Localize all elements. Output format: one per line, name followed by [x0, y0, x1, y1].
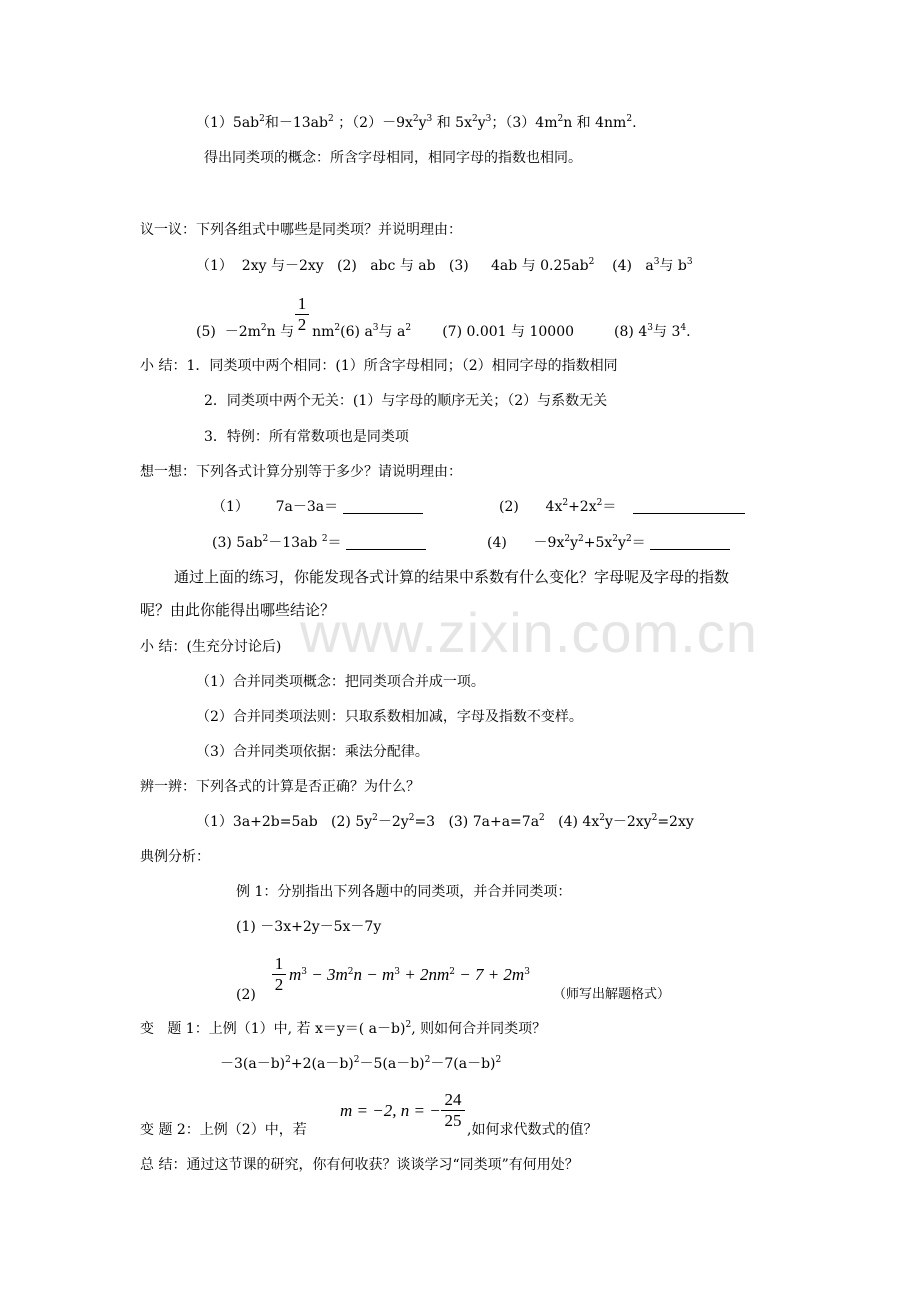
summary-2: 2．同类项中两个无关：(1）与字母的顺序无关；（2）与系数无关 [204, 393, 608, 409]
text: 与 3 [653, 324, 681, 340]
section-discuss: 议一议：下列各组式中哪些是同类项？并说明理由： [140, 222, 462, 238]
summary-1: 小 结：1．同类项中两个相同：(1）所含字母相同；（2）相同字母的指数相同 [140, 358, 618, 374]
fraction-numerator: 1 [297, 294, 307, 313]
answer-blank[interactable] [650, 535, 730, 550]
rule-concept: （1）合并同类项概念：把同类项合并成一项。 [196, 674, 485, 690]
text: n − m [353, 965, 395, 984]
text: ＝ [631, 535, 651, 551]
text: − 7 + 2m [454, 965, 525, 984]
section-examples: 典例分析： [140, 849, 210, 865]
section-think: 想一想：下列各式计算分别等于多少？请说明理由： [140, 464, 462, 480]
text: 与 a [378, 324, 406, 340]
think-items-3: (3) $5ab^2-13ab$ $^2$＝ [212, 534, 426, 552]
discuss-items-1: （1） 2xy 与－2xy (2) abc 与 ab (3) 4ab 与 $0.25ab^2$ (4) $a^3$与 $b^3$ [196, 257, 693, 274]
example-1-part-1: (1) －3x+2y－5x－7y [236, 919, 382, 935]
fraction-denominator: 2 [274, 975, 284, 994]
text: ；（2）－9x [338, 115, 413, 131]
text: =2xy [657, 814, 694, 830]
text: m [289, 965, 302, 984]
text: (5) －2m [196, 324, 261, 340]
text: n 与 [266, 324, 295, 340]
text: y－2xy [604, 814, 652, 830]
text: （1）3a+2b=5ab (2) 5y [196, 814, 373, 830]
concept-definition: 得出同类项的概念：所含字母相同，相同字母的指数也相同。 [204, 150, 582, 166]
text: ；（3）4m [491, 115, 558, 131]
example-terms-line: $(1)5ab^2$和$-13ab^2$ ；$(2)-9x^2y^3$ 和 $5x^2y^3$；$(3)4m^2n$ 和 $4nm^2$. [196, 114, 637, 131]
text: 和 5x [436, 115, 472, 131]
text: − 3m [307, 965, 348, 984]
paragraph-line-2: 呢？由此你能得出哪些结论？ [140, 601, 336, 619]
text: +5x [583, 535, 613, 551]
watermark: www.zixin.com.cn [300, 601, 758, 664]
text: 与 b [659, 258, 687, 274]
text: (4) 4x [544, 814, 600, 830]
text: y [477, 115, 486, 131]
text: y [570, 535, 578, 551]
text: (7) 0.001 与 10000 (8) 4 [411, 324, 648, 340]
fraction-numerator: 24 [444, 1090, 462, 1109]
judge-items: （1）3a+2b=5ab (2) $5y^2-2y^2=3$ (3) $7a+a=7a^2$ (4) $4x^2y-2xy^2=2xy$ [196, 813, 694, 830]
text: y [418, 115, 427, 131]
text: +2(a－b) [290, 1056, 354, 1072]
variant-2-text-a: 变 题 2：上例（2）中，若 [140, 1122, 307, 1138]
variant-2-equation: m = −2, n = − [340, 1101, 441, 1120]
rule-basis: （3）合并同类项依据：乘法分配律。 [196, 744, 429, 760]
summary-heading: 小 结：(生充分讨论后) [140, 639, 282, 655]
text: + 2nm [399, 965, 450, 984]
text: n 和 4nm [563, 115, 627, 131]
section-judge: 辨一辨：下列各式的计算是否正确？为什么？ [140, 779, 420, 795]
fraction-one-half [272, 954, 286, 995]
text: (6) a [340, 324, 373, 340]
variant-1-expression: $-3(a-b)^2+2(a-b)^2-5(a-b)^2-7(a-b)^2$ [220, 1055, 502, 1072]
answer-blank[interactable] [633, 499, 745, 514]
text: －7(a－b) [430, 1056, 496, 1072]
example-1-title: 例 1：分别指出下列各题中的同类项，并合并同类项： [236, 884, 572, 900]
paragraph-line-1: 通过上面的练习，你能发现各式计算的结果中系数有什么变化？字母呢及字母的指数 [174, 568, 730, 586]
think-items-1 [212, 498, 423, 516]
text: （1） 2xy 与－2xy (2) abc 与 ab (3) 4ab 与 0.25ab [196, 258, 589, 274]
text: ＝ [327, 535, 346, 551]
fraction-numerator: 1 [274, 954, 284, 973]
text: (4) －9x [487, 535, 565, 551]
fraction-24-25 [441, 1090, 465, 1131]
text: ＝ [602, 499, 621, 515]
think-items-4: (4) $-9x^2y^2+5x^2y^2=$ [487, 534, 730, 552]
text: 变 题 1：上例（1）中, 若 x＝y＝( a－b) [140, 1021, 406, 1037]
text: （1） 7a－3a＝ [212, 499, 343, 515]
text: －5(a－b) [359, 1056, 425, 1072]
variant-1: 变 题 1：上例（1）中, 若 x＝y＝( a－b)$^2$, 则如何合并同类项？ [140, 1020, 547, 1037]
variant-2-text-b: ,如何求代数式的值？ [467, 1122, 598, 1138]
text: y [618, 535, 626, 551]
discuss-items-2: $(5) -2m^2n$ 与 $nm^2(6)$ $a^3$与 $a^2$ (7) 0.001 与 10000 (8) $4^3$与 $3^4$. [196, 323, 691, 340]
text: +2x [568, 499, 597, 515]
text: . [632, 115, 637, 131]
example-1-expression: $m^3 - 3m^2n - m^3 + 2nm^2 - 7 + 2m^3$ [289, 965, 530, 984]
text: (2) 4x [499, 499, 563, 515]
text: －2y [377, 814, 409, 830]
text: nm [312, 324, 335, 340]
text: (4) a [594, 258, 654, 274]
think-items-2: (2) $4x^2+2x^2=$ [499, 498, 745, 516]
summary-3: 3．特例：所有常数项也是同类项 [204, 429, 409, 445]
rule-law: （2）合并同类项法则：只取系数相加减，字母及指数不变样。 [196, 709, 583, 725]
text: (3) 5ab [212, 535, 263, 551]
example-1-part-2-label: (2) [236, 987, 256, 1003]
teacher-note: （师写出解题格式） [553, 987, 671, 1002]
text: －13ab [268, 535, 322, 551]
text: －3(a－b) [220, 1056, 286, 1072]
text: （1）5ab [196, 115, 260, 131]
text: =3 (3) 7a+a=7a [414, 814, 540, 830]
text: , 则如何合并同类项？ [411, 1021, 547, 1037]
fraction-denominator: 2 [297, 315, 307, 334]
answer-blank[interactable] [343, 499, 423, 514]
fraction-denominator: 25 [444, 1111, 462, 1130]
answer-blank[interactable] [346, 535, 426, 550]
conclusion: 总 结：通过这节课的研究，你有何收获？谈谈学习“同类项”有何用处？ [140, 1157, 579, 1173]
text: 和－13ab [264, 115, 328, 131]
text: . [686, 324, 691, 340]
